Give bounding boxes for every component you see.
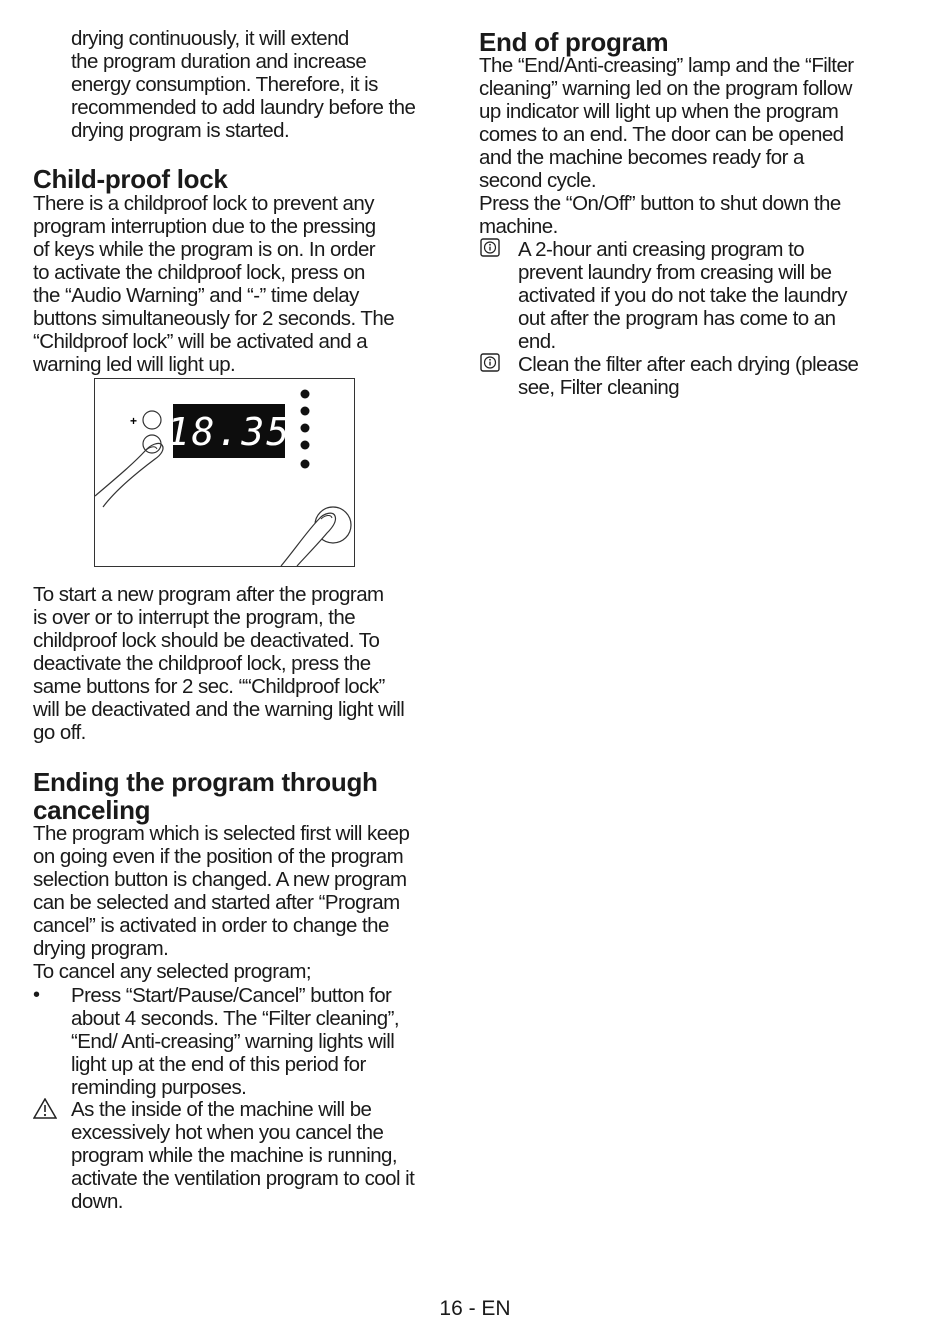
control-panel-drawing	[95, 379, 354, 566]
bullet-item: Press “Start/Pause/Cancel” button for about 4 seconds. The “Filter cleaning”, “End/ Anti-creasing” warning lights will light up at the end of this period for reminding purposes.	[71, 984, 400, 1099]
ending-paragraph: The program which is selected first will keep on going even if the position of the program selection button is changed. A new program can be selected and started after “Program cancel” is activated in order to change the drying program. To cancel any selected program;	[33, 822, 410, 983]
plus-button-icon	[143, 411, 161, 429]
indicator-led	[301, 390, 310, 399]
plus-label: +	[130, 414, 138, 428]
indicator-led	[301, 424, 310, 433]
end-of-program-heading: End of program	[479, 27, 669, 57]
childproof-paragraph: There is a childproof lock to prevent any program interruption due to the pressing of keys while the program is on. In order to activate the childproof lock, press on the “Audio Warning” and “-” time delay buttons simultaneously for 2 seconds. The “Childproof lock” will be activated and a warning led will light up.	[33, 192, 395, 376]
ending-heading: Ending the program through canceling	[33, 767, 378, 825]
page-number: 16 - EN	[439, 1297, 511, 1320]
display-value: 18.35	[166, 410, 292, 454]
info-note-anticreasing: A 2-hour anti creasing program to prevent laundry from creasing will be activated if you do not take the laundry out after the program has come to an end.	[518, 238, 848, 353]
deactivate-paragraph: To start a new program after the program is over or to interrupt the program, the childproof lock should be deactivated. To deactivate the childproof lock, press the same buttons for 2 sec. ““Childproof lock” will be deactivated and the warning light will go off.	[33, 583, 405, 744]
indicator-led	[301, 460, 310, 469]
bullet-marker: •	[33, 984, 41, 1006]
end-of-program-paragraph: The “End/Anti-creasing” lamp and the “Filter cleaning” warning led on the program follow up indicator will light up when the program comes to an end. The door can be opened and the machine becomes ready for a second cycle. Press the “On/Off” button to shut down the machine.	[479, 54, 854, 238]
info-note-filter: Clean the filter after each drying (please see, Filter cleaning	[518, 353, 859, 399]
info-icon	[480, 353, 500, 372]
warning-paragraph: As the inside of the machine will be excessively hot when you cancel the program while the machine is running, activate the ventilation program to cool it down.	[71, 1098, 415, 1213]
warning-triangle-icon	[33, 1098, 57, 1119]
intro-paragraph: drying continuously, it will extend the program duration and increase energy consumption. Therefore, it is recommended to add laundry before the drying program is started.	[71, 27, 416, 142]
childproof-heading: Child-proof lock	[33, 164, 228, 194]
control-panel-illustration	[94, 378, 355, 567]
indicator-led	[301, 441, 310, 450]
info-icon	[480, 238, 500, 257]
indicator-led	[301, 407, 310, 416]
